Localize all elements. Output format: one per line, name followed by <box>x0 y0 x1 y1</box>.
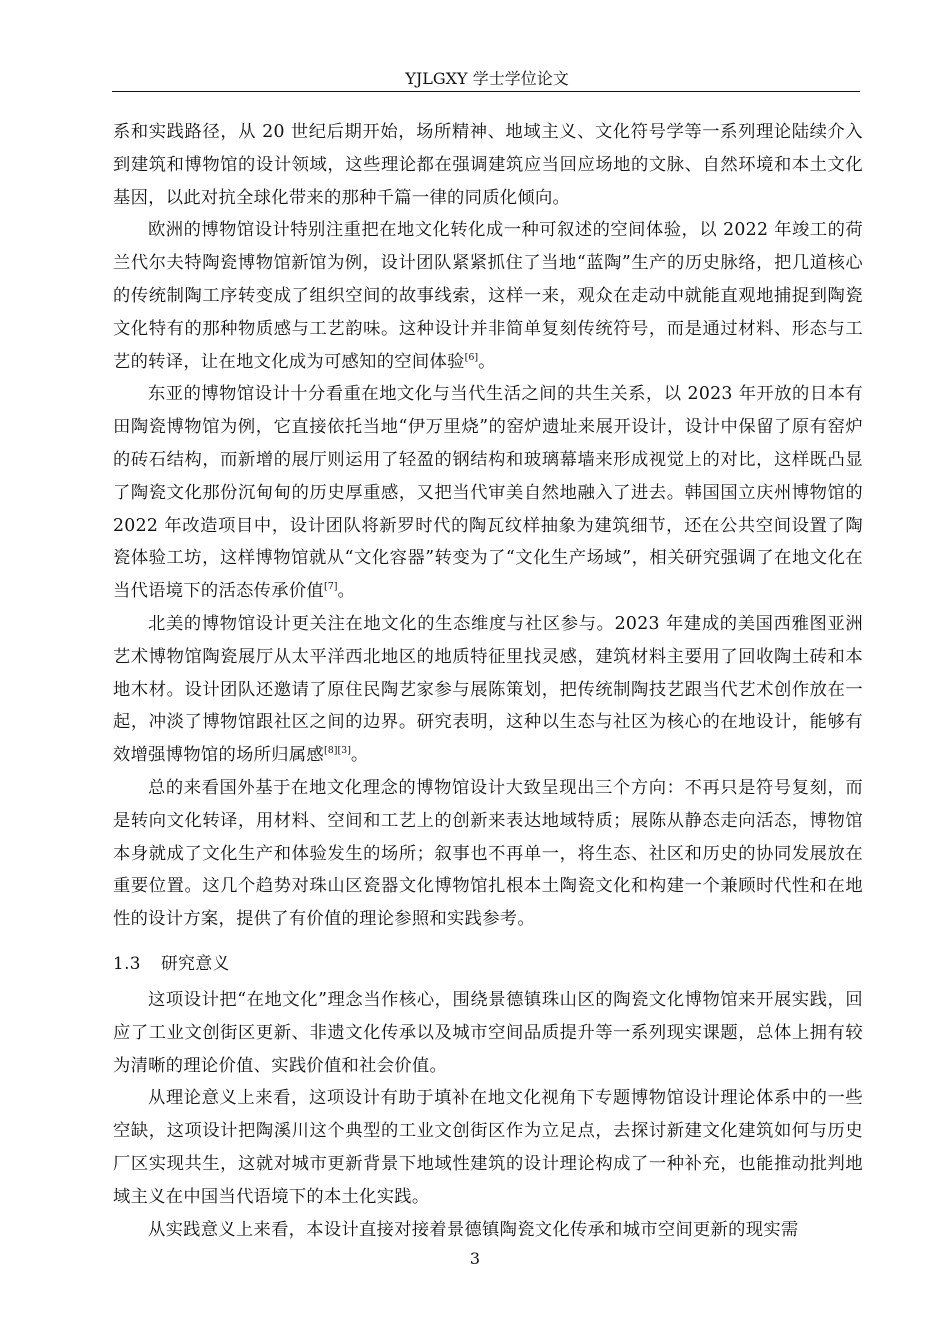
paragraph-end-punct: 。 <box>478 351 496 372</box>
paragraph-end-punct: 。 <box>337 581 356 602</box>
paragraph-text: 东亚的博物馆设计十分看重在地文化与当代生活之间的共生关系，以 2023 年开放的日本有田陶瓷博物馆为例，它直接依托当地“伊万里烧”的窑炉遗址来展开设计，设计中保留了原有窑炉的砖石结构，而新增的展厅则运用了轻盈的钢结构和玻璃幕墙来形成视觉上的对比，这样既凸显了陶瓷文化那份沉甸甸的历史厚重感，又把当代审美自然地融入了进去。韩国国立庆州博物馆的 2022 年改造项目中，设计团队将新罗时代的陶瓦纹样抽象为建筑细节，还在公共空间设置了陶瓷体验工坊，这样博物馆就从“文化容器”转变为了“文化生产场域”，相关研究强调了在地文化在当代语境下的活态传承价值 <box>113 384 863 602</box>
paragraph-text: 这项设计把“在地文化”理念当作核心，围绕景德镇珠山区的陶瓷文化博物馆来开展实践，回应了工业文创街区更新、非遗文化传承以及城市空间品质提升等一系列现实课题，总体上拥有较为清晰的理论价值、实践价值和社会价值。 <box>113 989 863 1076</box>
paragraph-text: 北美的博物馆设计更关注在地文化的生态维度与社区参与。2023 年建成的美国西雅图亚洲艺术博物馆陶瓷展厅从太平洋西北地区的地质特征里找灵感，建筑材料主要用了回收陶土砖和本地木材。设计团队还邀请了原住民陶艺家参与展陈策划，把传统制陶技艺跟当代艺术创作放在一起，冲淡了博物馆跟社区之间的边界。研究表明，这种以生态与社区为核心的在地设计，能够有效增强博物馆的场所归属感 <box>113 613 863 766</box>
header-divider <box>112 91 860 92</box>
paragraph-text: 从理论意义上来看，这项设计有助于填补在地文化视角下专题博物馆设计理论体系中的一些空缺，这项设计把陶溪川这个典型的工业文创街区作为立足点，去探讨新建文化建筑如何与历史厂区实现共生，这就对城市更新背景下地域性建筑的设计理论构成了一种补充，也能推动批判地域主义在中国当代语境下的本土化实践。 <box>113 1088 863 1207</box>
paragraph-summary <box>113 772 863 936</box>
paragraph-north-america <box>113 608 863 772</box>
paragraph-theoretical-significance <box>113 1082 863 1213</box>
citation-marker: [7] <box>323 581 338 593</box>
paragraph-text: 系和实践路径，从 20 世纪后期开始，场所精神、地域主义、文化符号学等一系列理论陆续介入到建筑和博物馆的设计领域，这些理论都在强调建筑应当回应场地的文脉、自然环境和本土文化基因，以此对抗全球化带来的那种千篇一律的同质化倾向。 <box>113 122 863 208</box>
section-heading <box>113 948 863 978</box>
paragraph-practical-significance <box>113 1214 863 1247</box>
section-number: 1.3 <box>113 952 141 973</box>
running-header: YJLGXY 学士学位论文 <box>405 69 569 88</box>
paragraph-significance-intro <box>113 984 863 1082</box>
paragraph-end-punct: 。 <box>350 745 369 766</box>
paragraph-text: 总的来看国外基于在地文化理念的博物馆设计大致呈现出三个方向：不再只是符号复刻，而是转向文化转译，用材料、空间和工艺上的创新来表达地域特质；展陈从静态走向活态，博物馆本身就成了文化生产和体验发生的场所；叙事也不再单一，将生态、社区和历史的协同发展放在重要位置。这几个趋势对珠山区瓷器文化博物馆扎根本土陶瓷文化和构建一个兼顾时代性和在地性的设计方案，提供了有价值的理论参照和实践参考。 <box>113 777 863 930</box>
paragraph-east-asia <box>113 378 863 608</box>
body-text <box>113 116 863 1246</box>
citation-marker: [6] <box>464 351 479 363</box>
paragraph-text: 欧洲的博物馆设计特别注重把在地文化转化成一种可叙述的空间体验，以 2022 年竣工的荷兰代尔夫特陶瓷博物馆新馆为例，设计团队紧紧抓住了当地“蓝陶”生产的历史脉络，把几道核心的传统制陶工序转变成了组织空间的故事线索，这样一来，观众在走动中就能直观地捕捉到陶瓷文化特有的那种物质感与工艺韵味。这种设计并非简单复刻传统符号，而是通过材料、形态与工艺的转译，让在地文化成为可感知的空间体验 <box>113 220 863 372</box>
paragraph-text: 从实践意义上来看，本设计直接对接着景德镇陶瓷文化传承和城市空间更新的现实需 <box>148 1219 799 1240</box>
paragraph-europe <box>113 214 863 378</box>
page-number: 3 <box>469 1249 481 1268</box>
citation-marker: [8][3] <box>323 745 351 757</box>
section-title: 研究意义 <box>161 952 230 973</box>
paragraph-continued <box>113 116 863 214</box>
